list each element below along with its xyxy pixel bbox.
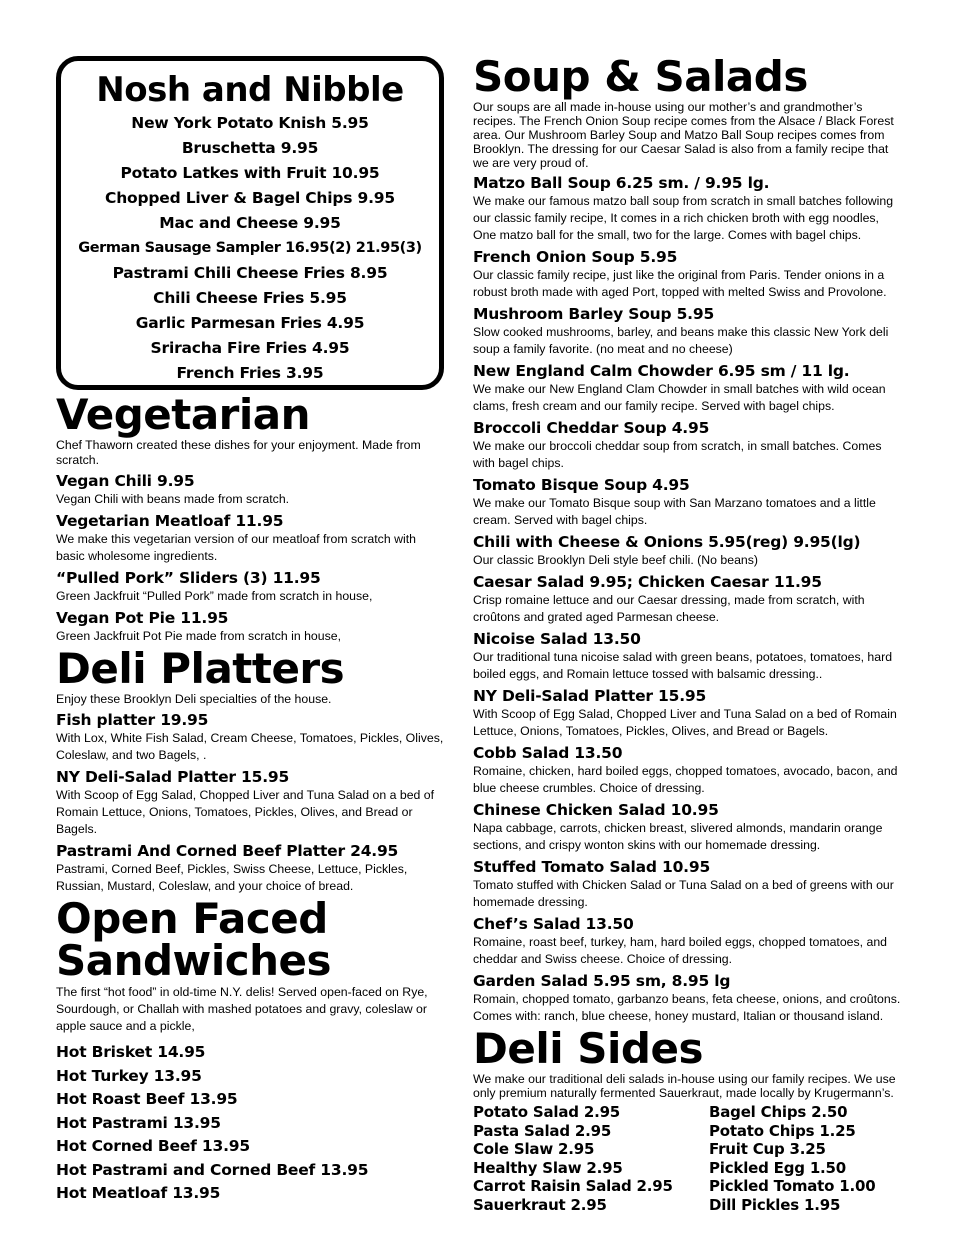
menu-item-name: Pastrami And Corned Beef Platter 24.95 <box>56 842 399 860</box>
menu-item-desc: Pastrami, Corned Beef, Pickles, Swiss Cheese, Lettuce, Pickles, Russian, Mustard, Coleslaw, and your choice of bread. <box>56 862 408 893</box>
menu-item-desc: Tomato stuffed with Chicken Salad or Tuna Salad on a bed of greens with our homemade dressing. <box>473 878 894 909</box>
menu-item-desc: Crisp romaine lettuce and our Caesar dressing, made from scratch, with croûtons and grated aged Parmesan cheese. <box>473 593 865 624</box>
section-intro: Chef Thaworn created these dishes for your enjoyment. Made from scratch. <box>56 438 421 467</box>
menu-item: Chili Cheese Fries 5.95 <box>153 289 347 307</box>
menu-item-name: French Onion Soup 5.95 <box>473 248 678 266</box>
menu-item-name: Tomato Bisque Soup 4.95 <box>473 476 690 494</box>
nosh-and-nibble-box <box>56 56 444 390</box>
sides-column-left <box>473 1103 709 1215</box>
side-item: Carrot Raisin Salad 2.95 <box>473 1177 673 1196</box>
menu-item-desc: We make this vegetarian version of our meatloaf from scratch with basic wholesome ingredients. <box>56 532 416 563</box>
menu-item-name: Chili with Cheese & Onions 5.95(reg) 9.95(lg) <box>473 533 861 551</box>
menu-item-desc: We make our Tomato Bisque soup with San Marzano tomatoes and a little cream. Served with bagel chips. <box>473 496 876 527</box>
menu-item: New York Potato Knish 5.95 <box>131 114 369 132</box>
section-intro: We make our traditional deli salads in-house using our family recipes. We use only premium naturally fermented Sauerkraut, made locally by Krugermann’s. <box>473 1072 896 1100</box>
menu-item: Hot Corned Beef 13.95 <box>56 1137 250 1155</box>
menu-item-name: “Pulled Pork” Sliders (3) 11.95 <box>56 569 321 587</box>
vegetarian-section <box>56 390 444 645</box>
menu-item-desc: We make our New England Clam Chowder in small batches with wild ocean clams, fresh cream and our family recipe. Served with bagel chips. <box>473 382 886 413</box>
side-item: Potato Salad 2.95 <box>473 1103 621 1121</box>
soup-salads-section <box>473 52 905 1025</box>
menu-item-name: Vegan Chili 9.95 <box>56 472 195 490</box>
side-item: Sauerkraut 2.95 <box>473 1195 607 1214</box>
deli-sides-section <box>473 1024 905 1215</box>
menu-item: Hot Roast Beef 13.95 <box>56 1090 238 1108</box>
menu-item-name: Caesar Salad 9.95; Chicken Caesar 11.95 <box>473 573 822 591</box>
section-title: Deli Sides <box>473 1024 703 1073</box>
side-item: Bagel Chips 2.50 <box>709 1103 848 1121</box>
side-item: Potato Chips 1.25 <box>709 1121 856 1140</box>
menu-item-desc: Vegan Chili with beans made from scratch. <box>56 492 290 506</box>
menu-item-desc: Our traditional tuna nicoise salad with green beans, potatoes, tomatoes, hard boiled eggs, and Romain lettuce tossed with balsamic dressing.. <box>473 650 893 681</box>
section-intro: Enjoy these Brooklyn Deli specialties of the house. <box>56 692 332 706</box>
menu-item-desc: Romain, chopped tomato, garbanzo beans, feta cheese, onions, and croûtons. Comes with: ranch, blue cheese, honey mustard, Italian or thousand island. <box>473 992 901 1023</box>
side-item: Fruit Cup 3.25 <box>709 1140 826 1159</box>
menu-item: Bruschetta 9.95 <box>181 139 319 157</box>
menu-item: Hot Pastrami and Corned Beef 13.95 <box>56 1160 369 1179</box>
side-item: Dill Pickles 1.95 <box>709 1195 841 1214</box>
nosh-title: Nosh and Nibble <box>96 70 404 110</box>
menu-item-desc: Green Jackfruit “Pulled Pork” made from scratch in house, <box>56 589 373 603</box>
section-intro: The first “hot food” in old-time N.Y. delis! Served open-faced on Rye, Sourdough, or Challah with mashed potatoes and gravy, coleslaw or apple sauce and a pickle, <box>56 985 428 1033</box>
menu-item-name: Vegetarian Meatloaf 11.95 <box>56 512 284 530</box>
menu-item-name: Mushroom Barley Soup 5.95 <box>473 305 715 323</box>
menu-item: Hot Brisket 14.95 <box>56 1043 206 1061</box>
side-item: Pasta Salad 2.95 <box>473 1121 612 1140</box>
sides-grid <box>473 1103 905 1215</box>
menu-item-name: Nicoise Salad 13.50 <box>473 630 641 648</box>
menu-item-name: Matzo Ball Soup 6.25 sm. / 9.95 lg. <box>473 174 770 192</box>
menu-item-name: NY Deli-Salad Platter 15.95 <box>56 768 290 786</box>
menu-item-desc: We make our broccoli cheddar soup from scratch, in small batches. Comes with bagel chips. <box>473 439 882 470</box>
menu-item-name: Broccoli Cheddar Soup 4.95 <box>473 419 710 437</box>
side-item: Pickled Egg 1.50 <box>709 1158 847 1177</box>
section-title: Deli Platters <box>56 644 345 693</box>
menu-item: German Sausage Sampler 16.95(2) 21.95(3) <box>78 240 422 256</box>
sides-column-right <box>709 1103 875 1215</box>
left-column <box>56 56 444 1206</box>
menu-item: Sriracha Fire Fries 4.95 <box>150 339 350 357</box>
right-column <box>473 52 905 1215</box>
menu-item-name: New England Calm Chowder 6.95 sm / 11 lg. <box>473 362 850 380</box>
menu-item-name: Fish platter 19.95 <box>56 711 209 729</box>
menu-item-desc: With Lox, White Fish Salad, Cream Cheese, Tomatoes, Pickles, Olives, Coleslaw, and two Bagels, . <box>56 731 444 762</box>
menu-item-desc: Our classic family recipe, just like the original from Paris. Tender onions in a robust broth made with aged Port, topped with melted Swiss and Provolone. <box>473 268 887 299</box>
menu-item-desc: With Scoop of Egg Salad, Chopped Liver and Tuna Salad on a bed of Romain Lettuce, Onions, Tomatoes, Pickles, Olives, and Bread or Bagels. <box>473 707 897 738</box>
menu-item-name: Chef’s Salad 13.50 <box>473 915 634 933</box>
open-faced-section <box>56 894 444 1206</box>
menu-item-name: Stuffed Tomato Salad 10.95 <box>473 858 711 876</box>
side-item: Healthy Slaw 2.95 <box>473 1158 623 1177</box>
menu-item-desc: Romaine, chicken, hard boiled eggs, chopped tomatoes, avocado, bacon, and blue cheese crumbles. Choice of dressing. <box>473 764 898 795</box>
side-item: Pickled Tomato 1.00 <box>709 1177 876 1196</box>
menu-item-name: NY Deli-Salad Platter 15.95 <box>473 687 707 705</box>
menu-item-desc: With Scoop of Egg Salad, Chopped Liver and Tuna Salad on a bed of Romain Lettuce, Onions, Tomatoes, Pickles, Olives, and Bread or Bagels. <box>56 788 435 836</box>
section-title: Open Faced <box>56 894 328 943</box>
menu-item: Potato Latkes with Fruit 10.95 <box>120 164 380 182</box>
section-title: Soup & Salads <box>473 52 808 101</box>
menu-item-desc: Romaine, roast beef, turkey, ham, hard boiled eggs, chopped tomatoes, and cheddar and Swiss cheese. Choice of dressing. <box>473 935 888 966</box>
menu-item-desc: Slow cooked mushrooms, barley, and beans make this classic New York deli soup a family favorite. (no meat and no cheese) <box>473 325 889 356</box>
menu-item-desc: We make our famous matzo ball soup from scratch in small batches following our classic family recipe, It comes in a rich chicken broth with egg noodles, One matzo ball for the small, two for the large. Comes with bagel chips. <box>473 194 894 242</box>
menu-item: Mac and Cheese 9.95 <box>159 214 341 232</box>
menu-item: Hot Pastrami 13.95 <box>56 1113 221 1132</box>
deli-platters-section <box>56 644 444 895</box>
menu-item-desc: Napa cabbage, carrots, chicken breast, slivered almonds, mandarin orange sections, and crispy wonton skins with our homemade dressing. <box>473 821 883 852</box>
menu-item-name: Vegan Pot Pie 11.95 <box>56 609 229 627</box>
menu-item: Hot Meatloaf 13.95 <box>56 1184 221 1202</box>
menu-item-desc: Green Jackfruit Pot Pie made from scratch in house, <box>56 629 342 643</box>
section-intro: Our soups are all made in-house using our mother’s and grandmother’s recipes. The French Onion Soup recipe comes from the Alsace / Black Forest area. Our Mushroom Barley Soup and Matzo Ball Soup recipes comes from Brooklyn. The dressing for our Caesar Salad is also from a family recipe that we are very proud of. <box>473 100 894 170</box>
menu-item: Pastrami Chili Cheese Fries 8.95 <box>112 264 388 282</box>
section-title: Vegetarian <box>56 390 311 439</box>
menu-item-name: Garden Salad 5.95 sm, 8.95 lg <box>473 972 731 990</box>
menu-item-desc: Our classic Brooklyn Deli style beef chili. (No beans) <box>473 553 758 567</box>
menu-item: French Fries 3.95 <box>176 364 324 382</box>
section-title: Sandwiches <box>56 936 332 985</box>
menu-item-name: Chinese Chicken Salad 10.95 <box>473 801 719 819</box>
menu-item: Garlic Parmesan Fries 4.95 <box>135 314 365 332</box>
side-item: Cole Slaw 2.95 <box>473 1140 595 1159</box>
menu-item: Hot Turkey 13.95 <box>56 1066 202 1085</box>
menu-item-name: Cobb Salad 13.50 <box>473 744 623 762</box>
menu-item: Chopped Liver & Bagel Chips 9.95 <box>105 189 395 207</box>
